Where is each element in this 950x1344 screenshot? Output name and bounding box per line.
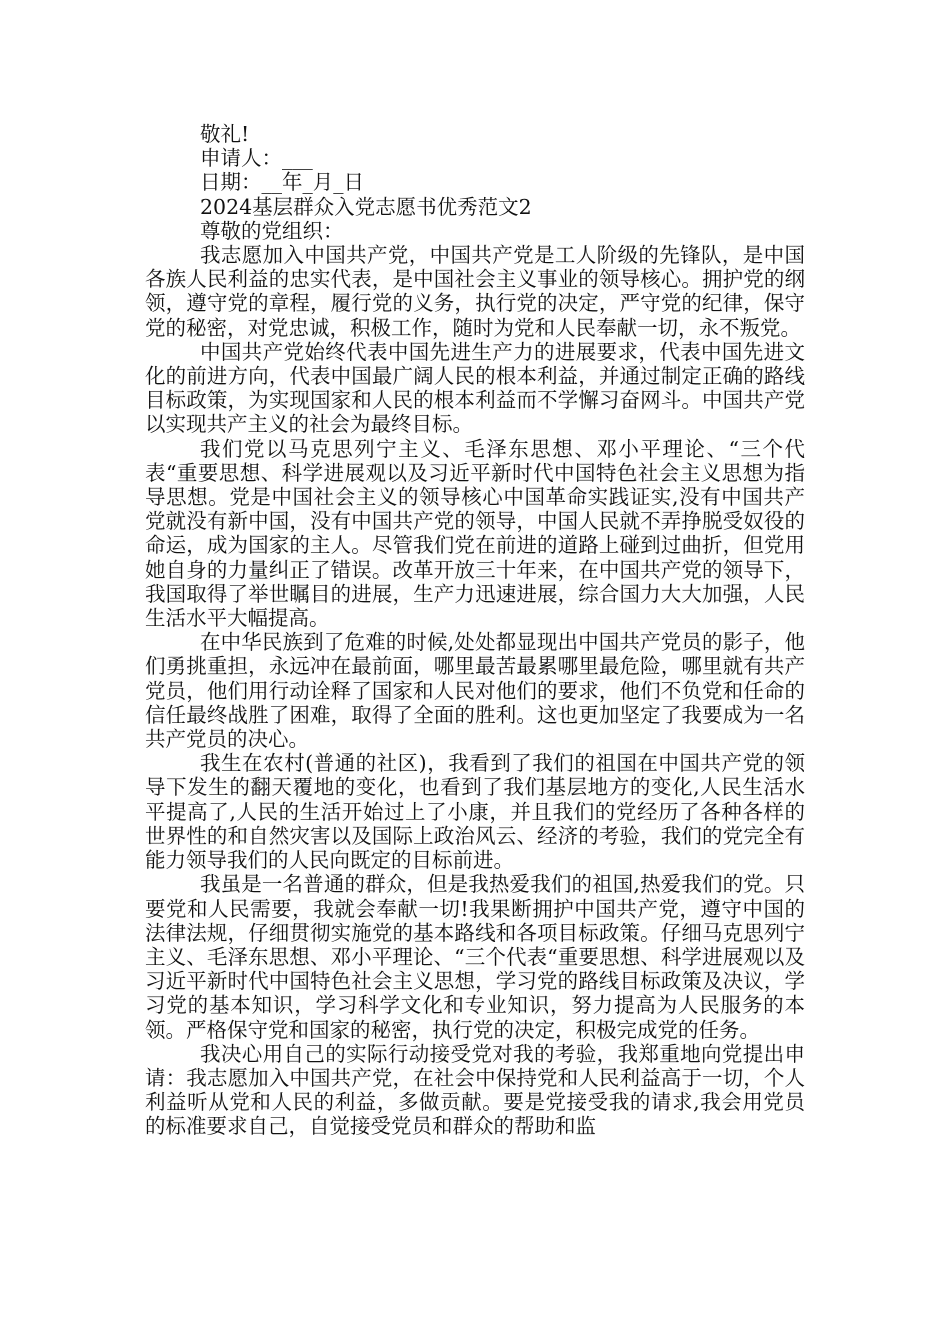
paragraph-5: 我生在农村(普通的社区)，我看到了我们的祖国在中国共产党的领导下发生的翻天覆地的变化，也看到了我们基层地方的变化,人民生活水平提高了,人民的生活开始过上了小康，并且我们的党经历了各种各样的世界性的和自然灾害以及国际上政治风云、经济的考验，我们的党完全有能力领导我们的人民向既定的目标前进。 [145, 751, 805, 873]
paragraph-3: 我们党以马克思列宁主义、毛泽东思想、邓小平理论、“三个代表“重要思想、科学进展观以及习近平新时代中国特色社会主义思想为指导思想。党是中国社会主义的领导核心中国革命实践证实,没有中国共产党就没有新中国，没有中国共产党的领导，中国人民就不弄挣脱受奴役的命运，成为国家的主人。尽管我们党在前进的道路上碰到过曲折，但党用她自身的力量纠正了错误。改革开放三十年来，在中国共产党的领导下，我国取得了举世瞩目的进展，生产力迅速进展，综合国力大大加强，人民生活水平大幅提高。 [145, 436, 805, 631]
applicant-line: 申请人：___ [200, 146, 313, 171]
salutation: 尊敬的党组织： [200, 218, 344, 243]
closing-salutation: 敬礼! [200, 122, 250, 146]
paragraph-7: 我决心用自己的实际行动接受党对我的考验，我郑重地向党提出申请：我志愿加入中国共产党，在社会中保持党和人民利益高于一切，个人利益听从党和人民的利益，多做贡献。要是党接受我的请求,我会用党员的标准要求自己，自觉接受党员和群众的帮助和监 [145, 1041, 805, 1139]
paragraph-4: 在中华民族到了危难的时候,处处都显现出中国共产党员的影子，他们勇挑重担，永远冲在最前面，哪里最苦最累哪里最危险，哪里就有共产党员，他们用行动诠释了国家和人民对他们的要求，他们不负党和任命的信任最终战胜了困难，取得了全面的胜利。这也更加坚定了我要成为一名共产党员的决心。 [145, 630, 805, 752]
paragraph-6: 我虽是一名普通的群众，但是我热爱我们的祖国,热爱我们的党。只要党和人民需要，我就会奉献一切!我果断拥护中国共产党，遵守中国的法律法规，仔细贯彻实施党的基本路线和各项目标政策。仔细马克思列宁主义、毛泽东思想、邓小平理论、“三个代表“重要思想、科学进展观以及习近平新时代中国特色社会主义思想，学习党的路线目标政策及决议，学习党的基本知识，学习科学文化和专业知识，努力提高为人民服务的本领。严格保守党和国家的秘密，执行党的决定，积极完成党的任务。 [145, 872, 805, 1042]
paragraph-2: 中国共产党始终代表中国先进生产力的进展要求，代表中国先进文化的前进方向，代表中国最广阔人民的根本利益，并通过制定正确的路线目标政策，为实现国家和人民的根本利益而不学懈习奋网斗。中国共产党以实现共产主义的社会为最终目标。 [145, 339, 805, 437]
paragraph-1: 我志愿加入中国共产党，中国共产党是工人阶级的先锋队，是中国各族人民利益的忠实代表，是中国社会主义事业的领导核心。拥护党的纲领，遵守党的章程，履行党的义务，执行党的决定，严守党的纪律，保守党的秘密，对党忠诚，积极工作，随时为党和人民奉献一切，永不叛党。 [145, 243, 805, 340]
document-body [145, 122, 805, 1139]
date-line: 日期：__年_月_日 [200, 170, 364, 195]
document-title: 2024基层群众入党志愿书优秀范文2 [200, 194, 532, 219]
